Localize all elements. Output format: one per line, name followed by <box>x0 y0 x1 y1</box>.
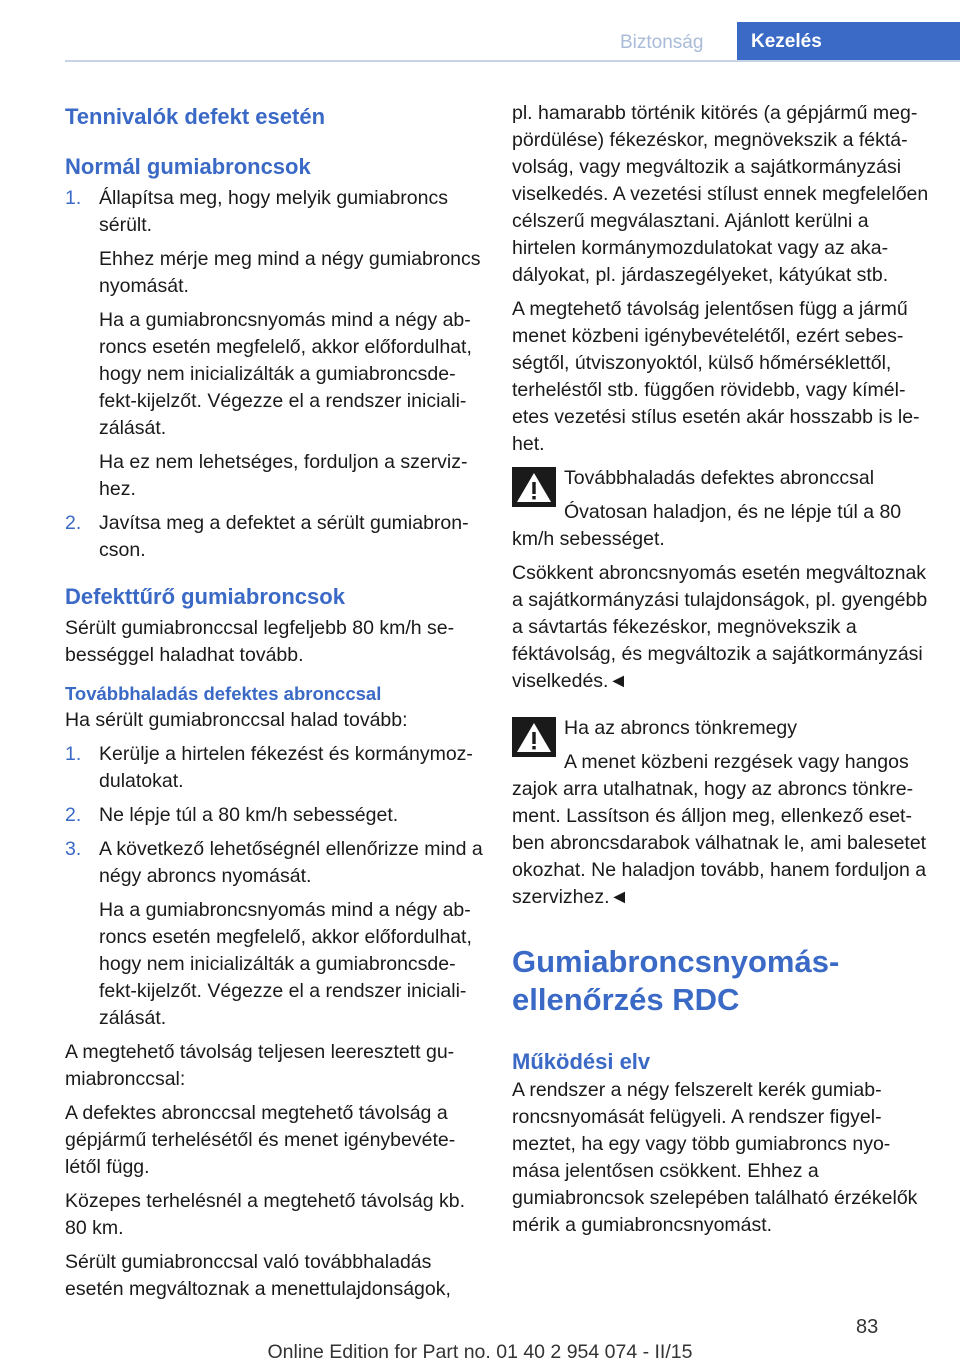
list-text: Ha a gumiabroncsnyomás mind a négy abroncs esetén megfelelő, akkor előfordulhat, hogy nem inicializálták a gumiabroncsdefekt-kijelzőt. Végezze el a rendszer inicializálását. <box>99 899 472 1029</box>
paragraph: A megtehető távolság teljesen leeresztett gumiabronccsal: <box>65 1041 455 1090</box>
warning-title: Továbbhaladás defektes abronccsal <box>564 467 875 489</box>
warning-title: Ha az abroncs tönkremegy <box>564 717 798 739</box>
list-text: A következő lehetőségnél ellenőrizze mind a négy abroncs nyomását. <box>99 838 483 887</box>
list-text: Ehhez mérje meg mind a négy gumiabroncs nyomását. <box>99 248 481 297</box>
section-title: Tennivalók defekt esetén <box>65 104 326 129</box>
paragraph: pl. hamarabb történik kitörés (a gépjármű megpördülése) fékezéskor, megnövekszik a féktávolság, vagy megváltozik a sajátkormányzási viselkedés. A vezetési stílust ennek megfelelően célszerű megválasztani. Ajánlott kerülni a hirtelen kormánymozdulatokat vagy az akadályokat, pl. járdaszegélyeket, kátyúkat stb. <box>512 102 929 286</box>
paragraph: Ha sérült gumiabronccsal halad tovább: <box>65 709 408 731</box>
warning-icon <box>512 467 556 507</box>
header-active-tab[interactable]: Kezelés <box>737 22 960 62</box>
list-number: 2. <box>65 512 82 534</box>
warning-icon <box>512 717 556 757</box>
list-text: Ha a gumiabroncsnyomás mind a négy abroncs esetén megfelelő, akkor előfordulhat, hogy nem inicializálták a gumiabroncsdefekt-kijelzőt. Végezze el a rendszer inicializálását. <box>99 309 472 439</box>
list-text: Javítsa meg a defektet a sérült gumiabroncson. <box>99 512 469 561</box>
paragraph: Közepes terhelésnél a megtehető távolság kb. 80 km. <box>65 1190 466 1239</box>
paragraph: A megtehető távolság jelentősen függ a jármű menet közbeni igénybevételétől, ezért sebességtől, útviszonyoktól, külső hőmérséklettől, terheléstől stb. függően rövidebb, vagy kíméletes vezetési stílus esetén akár hosszabb is lehet. <box>512 298 920 455</box>
paragraph: Csökkent abroncsnyomás esetén megváltoznak a sajátkormányzási tulajdonságok, pl. gyengébb a sávtartás fékezéskor, megnövekszik a féktávolság, és megváltozik a sajátkormányzási viselkedés.◄ <box>512 562 928 692</box>
list-number: 1. <box>65 187 82 209</box>
subtitle-run-flat-tires: Defekttűrő gumiabroncsok <box>65 584 345 609</box>
paragraph: A rendszer a négy felszerelt kerék gumiabroncsnyomását felügyeli. A rendszer figyelmeztet, ha egy vagy több gumiabroncs nyomása jelentősen csökkent. Ehhez a gumiabroncsok szelepében található érzékelők mérik a gumiabroncsnyomást. <box>512 1079 918 1236</box>
subtitle-normal-tires: Normál gumiabroncsok <box>65 154 311 179</box>
footer-edition: Online Edition for Part no. 01 40 2 954 074 - II/15 <box>267 1341 693 1362</box>
header-section-label[interactable]: Biztonság <box>620 32 704 53</box>
list-item <box>65 741 483 795</box>
list-item <box>65 185 483 503</box>
warning-text: A menet közbeni rezgések vagy hangos zajok arra utalhatnak, hogy az abroncs tönkrement. Lassítson és álljon meg, ellenkező esetben abroncsdarabok válhatnak le, ami balesetet okozhat. Ne haladjon tovább, hanem forduljon a szervizhez.◄ <box>512 751 927 908</box>
warning-text: Óvatosan haladjon, és ne lépje túl a 80 km/h sebességet. <box>512 501 902 550</box>
list-number: 3. <box>65 838 82 860</box>
warning-block-1 <box>512 465 930 695</box>
list-number: 2. <box>65 804 82 826</box>
chapter-title: Gumiabroncsnyomás-ellenőrzés RDC <box>512 944 840 1017</box>
list-text: Kerülje a hirtelen fékezést és kormánymozdulatokat. <box>99 743 473 792</box>
paragraph: A defektes abronccsal megtehető távolság a gépjármű terhelésétől és menet igénybevételétől függ. <box>65 1102 456 1178</box>
list-text: Állapítsa meg, hogy melyik gumiabroncs sérült. <box>99 187 448 236</box>
header-divider <box>65 60 960 62</box>
warning-block-2 <box>512 715 930 911</box>
paragraph: Sérült gumiabronccsal legfeljebb 80 km/h sebességgel haladhat tovább. <box>65 617 455 666</box>
list-item <box>65 802 483 829</box>
page-number: 83 <box>856 1316 879 1338</box>
list-number: 1. <box>65 743 82 765</box>
list-text: Ne lépje túl a 80 km/h sebességet. <box>99 804 399 826</box>
paragraph: Sérült gumiabronccsal való továbbhaladás esetén megváltoznak a menettulajdonságok, <box>65 1251 451 1300</box>
right-column <box>512 100 930 1246</box>
subtitle-principle: Működési elv <box>512 1049 651 1074</box>
list-item <box>65 836 483 1032</box>
list-text: Ha ez nem lehetséges, forduljon a szervizhez. <box>99 451 468 500</box>
steps-list-1 <box>65 185 483 564</box>
list-item <box>65 510 483 564</box>
steps-list-2 <box>65 741 483 1032</box>
subtitle-continuing: Továbbhaladás defektes abronccsal <box>65 683 382 704</box>
left-column <box>65 100 483 1310</box>
